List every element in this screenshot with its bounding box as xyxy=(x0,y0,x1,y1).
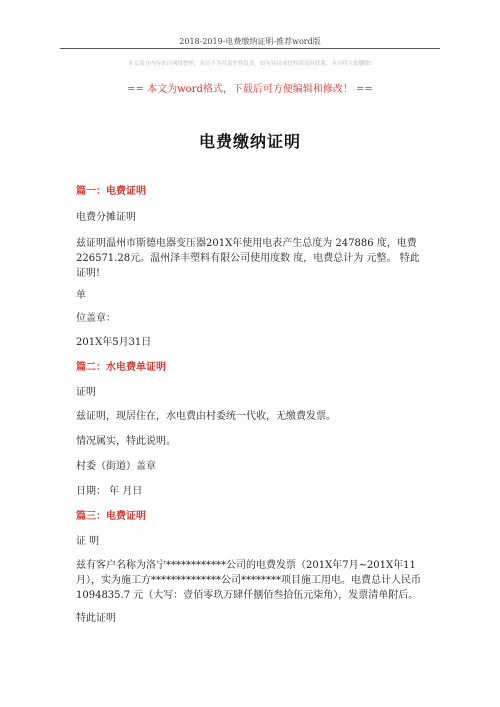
section-label: 篇三： xyxy=(76,511,106,522)
word-format-notice: == 本文为word格式，下载后可方便编辑和修改！ == xyxy=(127,84,373,95)
paragraph: 兹证明，现居住在，水电费由村委统一代收，无缴费发票。 xyxy=(76,411,336,422)
section-heading-3 xyxy=(76,509,426,524)
section-title: 电费证明 xyxy=(106,186,146,197)
document-title: 电费缴纳证明 xyxy=(198,132,301,151)
section-label: 篇一： xyxy=(76,186,106,197)
paragraph: 情况属实，特此说明。 xyxy=(76,436,176,447)
paragraph: 日期： 年 月日 xyxy=(76,486,143,497)
paragraph: 电费分摊证明 xyxy=(76,212,136,223)
paragraph: 单 xyxy=(76,290,86,301)
paragraph: 特此证明 xyxy=(76,613,116,624)
header-divider xyxy=(60,48,440,49)
section-title: 电费证明 xyxy=(106,511,146,522)
running-header: 2018-2019-电费缴纳证明-推荐word版 xyxy=(179,37,321,46)
section-label: 篇二： xyxy=(76,362,106,373)
section-heading-2 xyxy=(76,360,426,375)
paragraph: 证明 xyxy=(76,387,96,398)
paragraph: 201X年5月31日 xyxy=(76,337,152,348)
paragraph: 位盖章： xyxy=(76,313,116,324)
section-title: 水电费单证明 xyxy=(106,362,166,373)
section-heading-1 xyxy=(76,184,426,199)
paragraph: 证 明 xyxy=(76,536,100,547)
paragraph: 兹证明温州市斯德电器变压器201X年使用电表产生总度为 247886 度，电费226571.28元。温州泽丰塑料有限公司使用度数 度，电费总计为 元整。 特此证明! xyxy=(76,238,420,279)
paragraph: 村委（街道）盖章 xyxy=(76,461,156,472)
paragraph: 兹有客户名称为洛宁************公司的电费发票（201X年7月~201X年11月），实为施工方**************公司********项目施工用电。电费总计人民币 1094835.7 元（大写：壹佰零玖万肆仟捌佰叁拾伍元柒角），发票清单附后。 xyxy=(76,560,421,601)
disclaimer-text: 本文部分内容来自网络整理，本司不为其真实性负责，如有异议或侵权请及时联系，本司将立即删除! xyxy=(127,61,373,67)
